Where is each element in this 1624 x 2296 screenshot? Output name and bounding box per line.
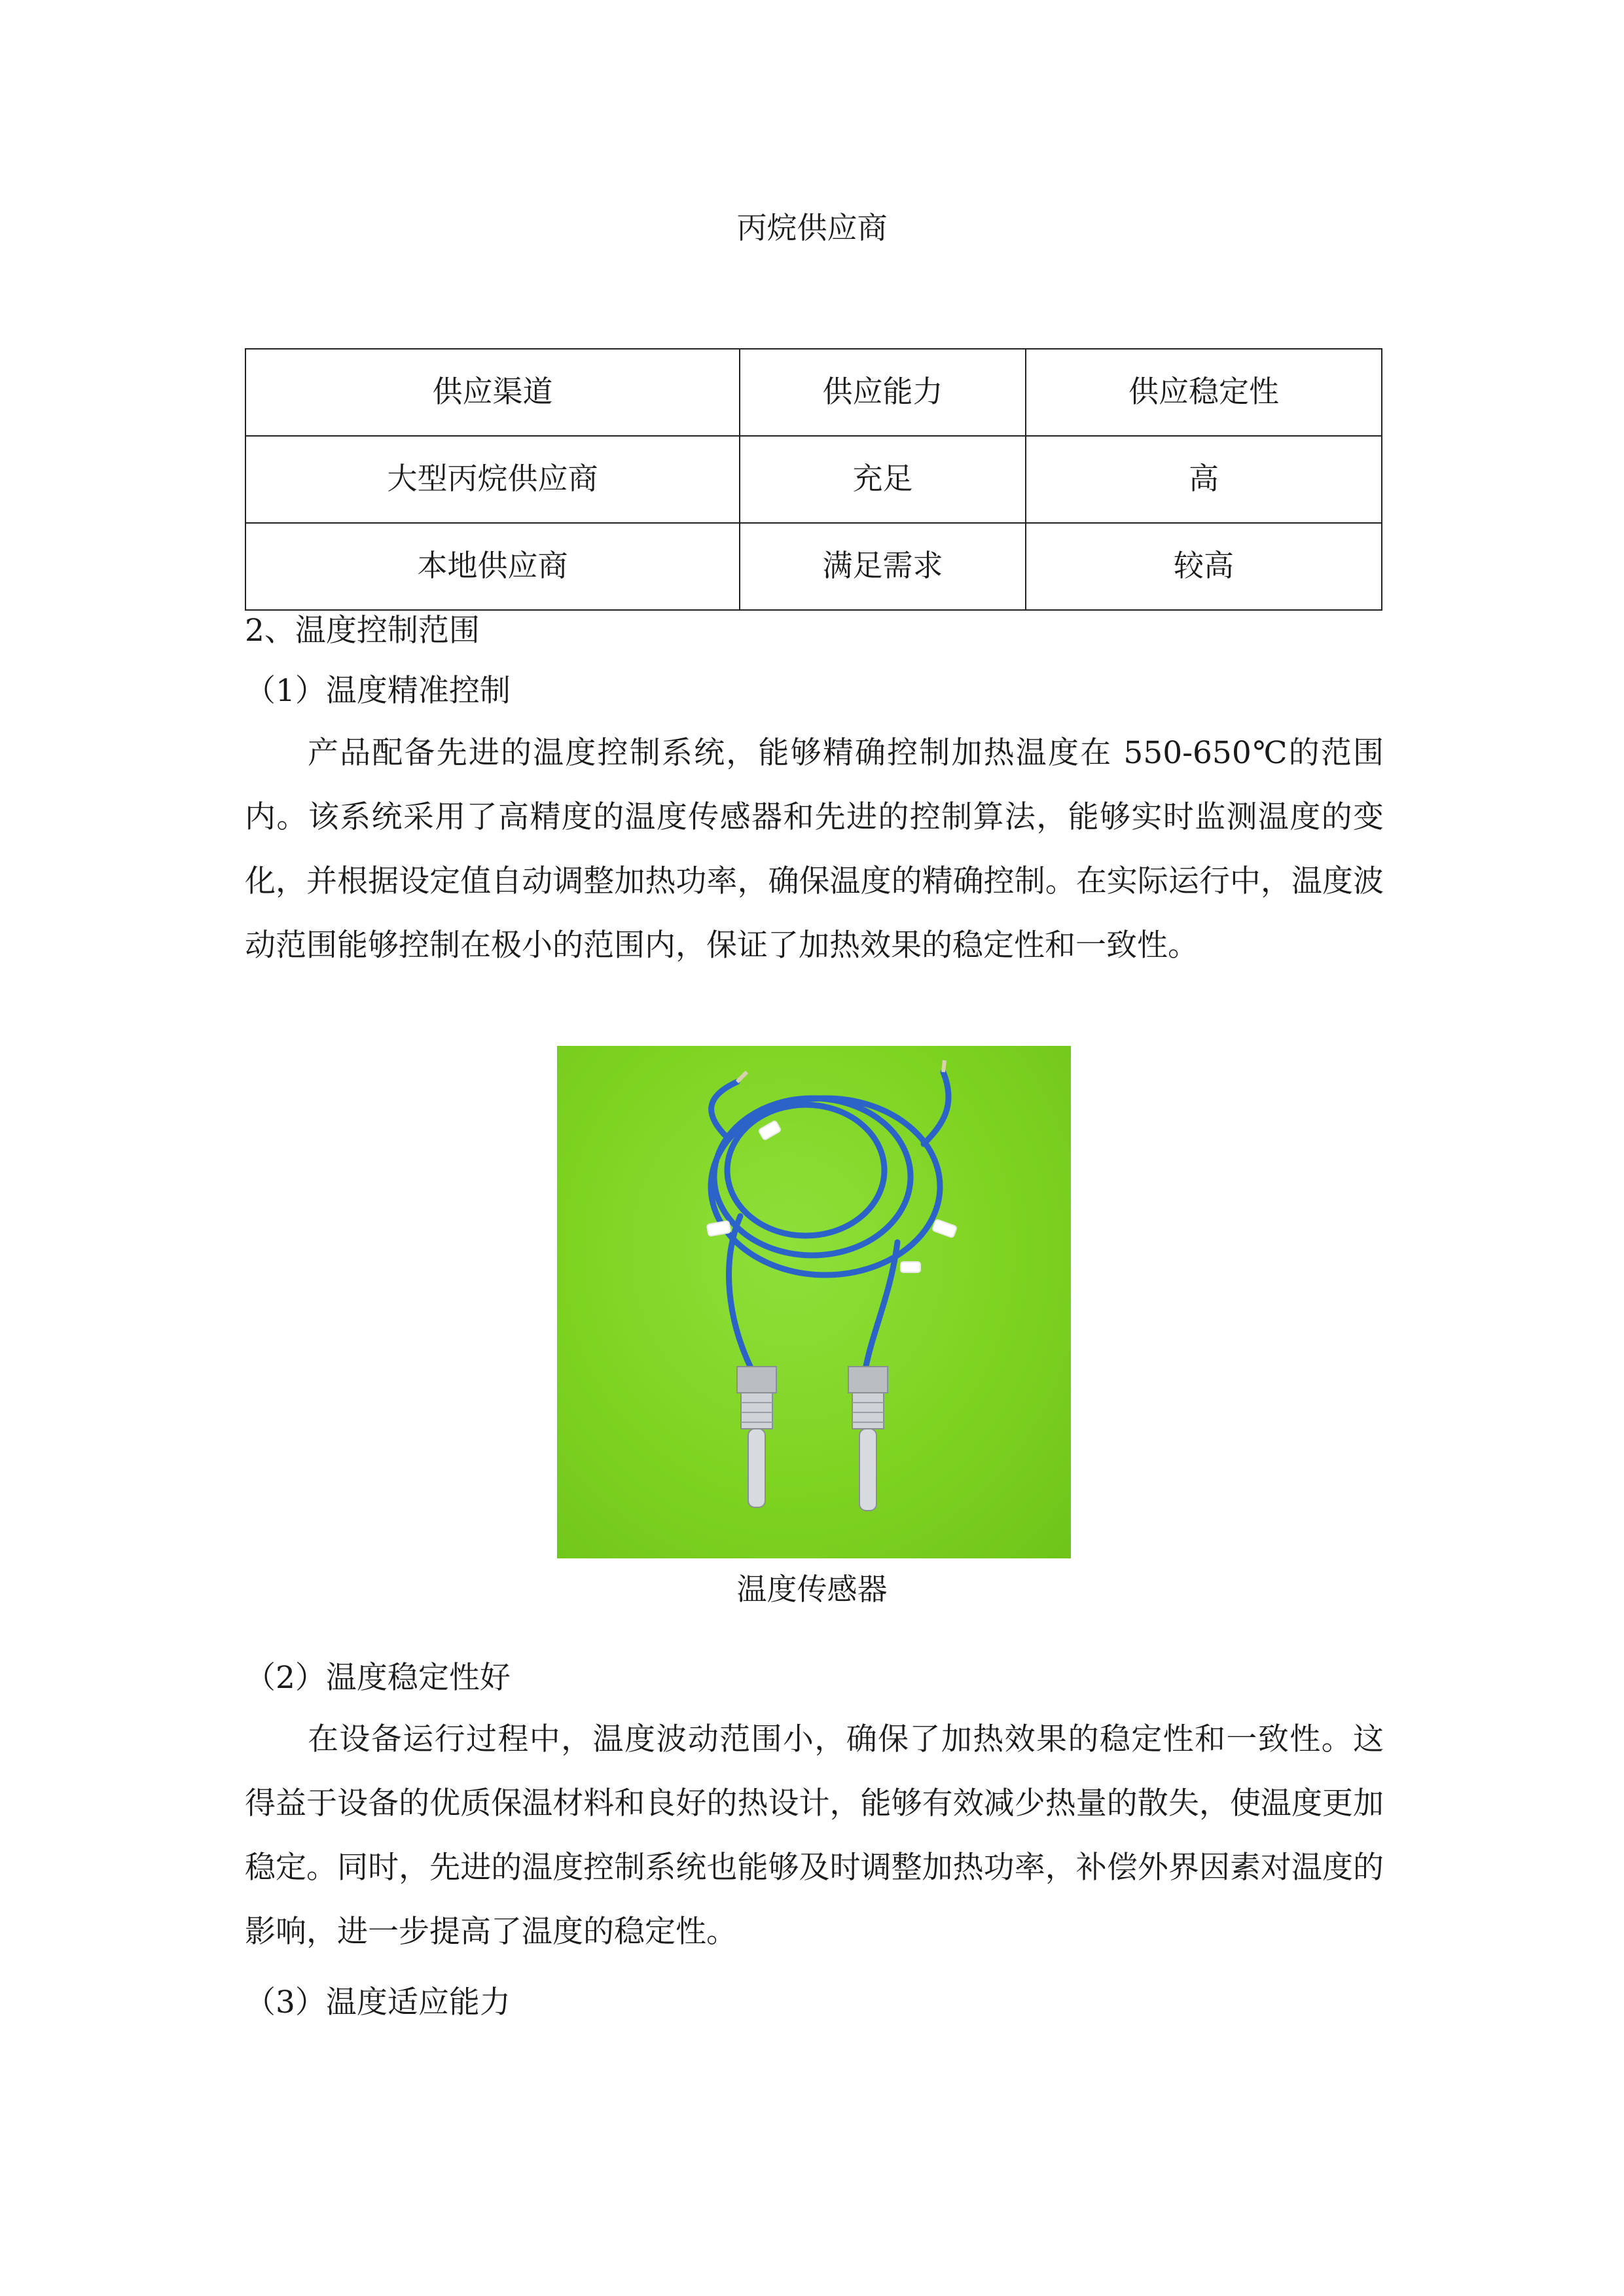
table-header-cell: 供应能力 [740,349,1026,436]
subsection-heading: （1）温度精准控制 [245,673,511,709]
table-row [245,523,1382,610]
figure-caption: 温度传感器 [736,1571,888,1607]
sensor-probe-right [848,1367,888,1511]
table-header-cell: 供应稳定性 [1026,349,1382,436]
table-cell: 较高 [1026,523,1382,610]
table-cell: 高 [1026,436,1382,523]
table-cell: 充足 [740,436,1026,523]
table-cell: 满足需求 [740,523,1026,610]
table-cell: 大型丙烷供应商 [245,436,740,523]
table-header-row [245,349,1382,436]
section-heading: 2、温度控制范围 [245,613,480,649]
subsection-heading: （3）温度适应能力 [245,1984,511,2020]
table-row [245,436,1382,523]
supplier-table [245,348,1382,611]
subsection-heading: （2）温度稳定性好 [245,1660,511,1696]
paragraph: 产品配备先进的温度控制系统，能够精确控制加热温度在 550-650℃的范围内。该系统采用了高精度的温度传感器和先进的控制算法，能够实时监测温度的变化，并根据设定值自动调整加热功率，确保温度的精确控制。在实际运行中，温度波动范围能够控制在极小的范围内，保证了加热效果的稳定性和一致性。 [245,735,1384,963]
sensor-photo [557,1046,1071,1558]
paragraph: 在设备运行过程中，温度波动范围小，确保了加热效果的稳定性和一致性。这得益于设备的优质保温材料和良好的热设计，能够有效减少热量的散失，使温度更加稳定。同时，先进的温度控制系统也能够及时调整加热功率，补偿外界因素对温度的影响，进一步提高了温度的稳定性。 [245,1721,1384,1950]
table-caption: 丙烷供应商 [736,210,888,245]
table-cell: 本地供应商 [245,523,740,610]
sensor-probe-left [737,1367,776,1507]
table-header-cell: 供应渠道 [245,349,740,436]
temperature-sensor-illustration [557,1046,1071,1558]
